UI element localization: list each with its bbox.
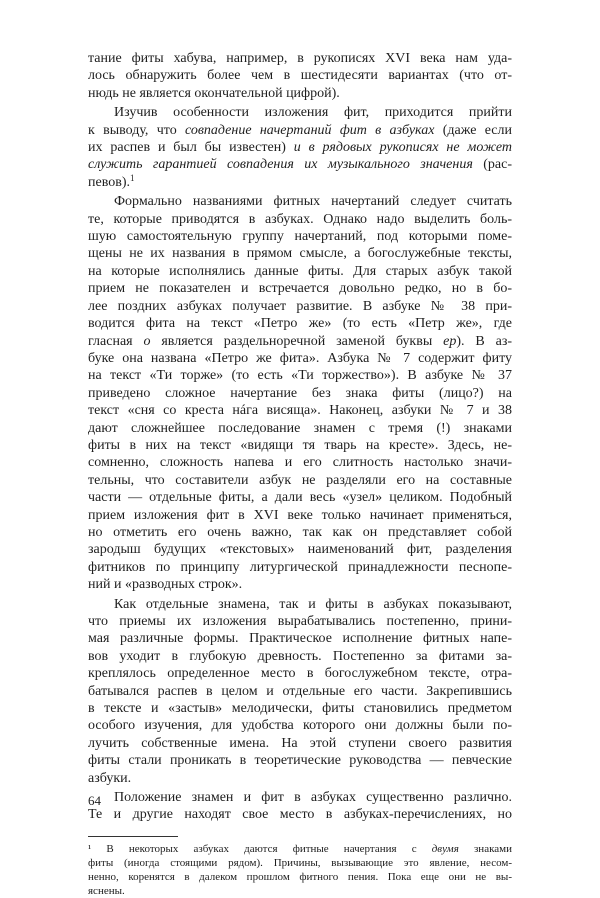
text-line: Положение знамен и фит в азбуках существенно различно. <box>114 790 512 806</box>
text-line: на которые исполнялись данные фиты. Для старых азбук такой <box>88 263 512 279</box>
text-line: мая различные формы. Практическое исполнение фитных напе- <box>88 631 512 647</box>
text-line: креплялось определенное место в богослужебном тексте, отра- <box>88 666 512 682</box>
text-line: прием изложения фит в XVI веке только начинает применяться, <box>88 507 512 523</box>
text-line: фиты в них на текст «видящи тя тварь на кресте». Здесь, не- <box>88 437 512 453</box>
text-line: щены не их названия в прямом смысле, а богослужебные тексты, <box>88 246 512 262</box>
text-line: Те и другие находят свое место в азбуках-перечислениях, но <box>88 807 512 823</box>
text-line: лее поздних азбуках получает развитие. В азбуке № 38 при- <box>88 298 512 314</box>
text-line: служить гарантией совпадения их музыкального значения (рас- <box>88 157 512 173</box>
text-line: водится фита на текст «Петро же» (то есть «Петр же», где <box>88 316 512 332</box>
text-line: тельны, что составители азбук не разделяли его на составные <box>88 472 512 488</box>
text-line: Как отдельные знамена, так и фиты в азбуках показывают, <box>114 596 512 612</box>
text-line: что приемы их изложения вырабатывались постепенно, прини- <box>88 614 512 629</box>
text-line: Изучив особенности изложения фит, приходится прийти <box>114 105 512 121</box>
text-line: ¹ В некоторых азбуках даются фитные начертания с двумя знаками <box>88 842 512 855</box>
text-line: приведено сложное начертание без знака фиты (лицо?) на <box>88 385 512 401</box>
text-line: лось обнаружить более чем в шестидесяти вариантах (что от- <box>88 68 512 84</box>
text-line: фиты стали проникать в теоретические руководства — певческие <box>88 753 512 769</box>
text-line: буке она названа «Петро же фита». Азбука № 7 содержит фиту <box>88 350 512 366</box>
text-line: особого изучения, для удобства которого они должны были по- <box>88 718 512 734</box>
page-body <box>88 50 512 898</box>
text-line: в тексте и «застыв» мелодически, фиты становились предметом <box>88 701 512 717</box>
text-line: яснены. <box>88 884 125 897</box>
text-line: азбуки. <box>88 770 132 786</box>
text-line: нюдь не является окончательной цифрой). <box>88 85 340 101</box>
text-line: сомненно, сложность напева и его слитность настолько значи- <box>88 455 512 471</box>
text-line: части — отдельные фиты, а дали весь «узел» целиком. Подобный <box>88 490 512 506</box>
text-line: дают сложнейшее последование знамен с тремя (!) знаками <box>88 420 512 436</box>
text-line: тание фиты хабува, например, в рукописях XVI века нам уда- <box>88 51 512 66</box>
footnote <box>88 842 512 898</box>
text-line: ний и «разводных строк». <box>88 577 243 593</box>
text-line: певов).$^1$ <box>88 172 135 190</box>
paragraph-4 <box>88 596 512 787</box>
page-number: 64 <box>88 793 101 808</box>
text-line: батывался распев в целом и отдельные его части. Закрепившись <box>88 683 512 699</box>
text-line: фитников по принципу литургической принадлежности песнопе- <box>88 559 512 575</box>
text-line: ненно, коренятся в далеком прошлом фитного пения. Пока еще они не вы- <box>88 870 512 883</box>
footnote-divider <box>88 836 178 837</box>
text-line: вов уходит в глубокую древность. Постепенно за фитами за- <box>88 648 512 664</box>
text-line: их распев и был бы известен) и в рядовых рукописях не может <box>88 140 512 156</box>
paragraph-3 <box>88 193 512 593</box>
paragraph-5 <box>88 789 512 824</box>
text-line: гласная о является раздельноречной заменой буквы ер). В аз- <box>88 333 513 349</box>
paragraph-2 <box>88 104 512 191</box>
text-line: зародыш будущих «текстовых» наименований фит, разделения <box>88 542 512 558</box>
text-line: но отметить его очень важно, так как он представляет собой <box>88 524 512 540</box>
text-line: прием не показателен и встречается довольно редко, но в бо- <box>88 281 512 297</box>
paragraph-1 <box>88 50 512 102</box>
text-line: к выводу, что совпадение начертаний фит в азбуках (даже если <box>88 122 512 138</box>
text-line: на текст «Ти торже» (то есть «Ти торжество»). В азбуке № 37 <box>88 368 512 384</box>
text-line: текст «сня со креста нáга висяща». Наконец, азбуки № 7 и 38 <box>88 403 512 419</box>
text-line: Формально названиями фитных начертаний следует считать <box>114 194 512 210</box>
text-line: фиты (иногда стоящими рядом). Причины, вызывающие это явление, несом- <box>88 856 512 869</box>
text-line: лучить собственные имена. На этой ступени своего развития <box>88 735 512 751</box>
text-line: те, которые приводятся в азбуках. Однако надо выделить боль- <box>88 211 512 227</box>
text-line: шую самостоятельную группу начертаний, под которыми поме- <box>88 229 512 245</box>
